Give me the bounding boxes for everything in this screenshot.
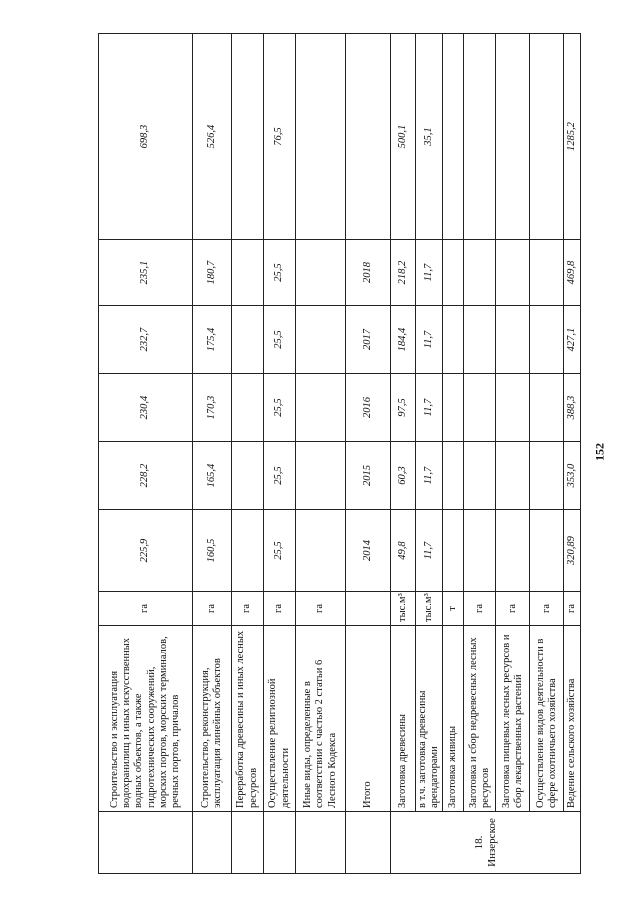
value-total <box>232 34 264 240</box>
unit-cell <box>346 592 391 626</box>
value-2018 <box>530 240 564 306</box>
value-2015: 228,2 <box>99 442 193 510</box>
forest-use-table-wrapper <box>98 34 578 874</box>
unit-cell: га <box>464 592 496 626</box>
value-total <box>464 34 496 240</box>
forest-use-table <box>98 33 581 874</box>
value-2014 <box>232 510 264 592</box>
table-row <box>99 34 193 874</box>
value-2014: 320,89 <box>564 510 581 592</box>
value-2014: 225,9 <box>99 510 193 592</box>
value-2014 <box>530 510 564 592</box>
value-2016: 170,3 <box>193 374 232 442</box>
table-row <box>346 34 391 874</box>
table-row <box>464 34 496 874</box>
value-2018 <box>496 240 530 306</box>
value-2017: 25,5 <box>264 306 296 374</box>
value-2014 <box>464 510 496 592</box>
activity-name: Осуществление видов деятельности в сфере охотничьего хозяйства <box>530 626 564 812</box>
unit-cell: га <box>99 592 193 626</box>
table-row <box>391 34 416 874</box>
value-2018: 180,7 <box>193 240 232 306</box>
region-cell-empty <box>296 812 346 874</box>
value-total: 698,3 <box>99 34 193 240</box>
value-total <box>530 34 564 240</box>
value-2015 <box>464 442 496 510</box>
value-2015 <box>232 442 264 510</box>
value-2015 <box>496 442 530 510</box>
value-2016 <box>530 374 564 442</box>
value-2017 <box>464 306 496 374</box>
value-2016: 388,3 <box>564 374 581 442</box>
value-total: 1285,2 <box>564 34 581 240</box>
page-number: 152 <box>592 443 607 461</box>
value-2015: 11,7 <box>416 442 443 510</box>
year-2016: 2016 <box>346 374 391 442</box>
value-2015 <box>443 442 464 510</box>
activity-name: Заготовка живицы <box>443 626 464 812</box>
value-total: 526,4 <box>193 34 232 240</box>
value-2016 <box>496 374 530 442</box>
table-row <box>264 34 296 874</box>
value-2017 <box>443 306 464 374</box>
value-total: 500,1 <box>391 34 416 240</box>
unit-cell: т <box>443 592 464 626</box>
value-2016 <box>296 374 346 442</box>
unit-cell: га <box>264 592 296 626</box>
value-2014: 25,5 <box>264 510 296 592</box>
total-label: Итого <box>346 626 391 812</box>
activity-name: Заготовка древесины <box>391 626 416 812</box>
activity-name: Строительство, реконструкция, эксплуатация линейных объектов <box>193 626 232 812</box>
unit-cell: тыс.м³ <box>391 592 416 626</box>
value-total: 35,1 <box>416 34 443 240</box>
value-2015: 60,3 <box>391 442 416 510</box>
value-2018: 25,5 <box>264 240 296 306</box>
value-total: 76,5 <box>264 34 296 240</box>
value-2015: 353,0 <box>564 442 581 510</box>
value-2017: 175,4 <box>193 306 232 374</box>
unit-cell: га <box>530 592 564 626</box>
table-row <box>416 34 443 874</box>
table-row <box>564 34 581 874</box>
value-2014: 49,8 <box>391 510 416 592</box>
value-2015 <box>296 442 346 510</box>
value-2016: 97,5 <box>391 374 416 442</box>
value-2018 <box>443 240 464 306</box>
unit-cell: га <box>496 592 530 626</box>
value-2018 <box>464 240 496 306</box>
value-2017: 184,4 <box>391 306 416 374</box>
value-total <box>296 34 346 240</box>
unit-cell: га <box>232 592 264 626</box>
value-2016: 230,4 <box>99 374 193 442</box>
region-cell-empty <box>232 812 264 874</box>
year-2015: 2015 <box>346 442 391 510</box>
region-cell-empty <box>193 812 232 874</box>
value-2017: 11,7 <box>416 306 443 374</box>
region-label: 18. Инзерское <box>472 818 498 867</box>
activity-name: Строительство и эксплуатация водохранилищ и иных искусственных водных объектов, а также гидротехнических сооружений, морских портов, морских терминалов, речных портов, причалов <box>99 626 193 812</box>
activity-name: Заготовка и сбор недревесных лесных ресурсов <box>464 626 496 812</box>
unit-cell: тыс.м³ <box>416 592 443 626</box>
value-2014: 160,5 <box>193 510 232 592</box>
year-2018: 2018 <box>346 240 391 306</box>
region-cell-empty <box>264 812 296 874</box>
value-2017 <box>296 306 346 374</box>
value-2016 <box>464 374 496 442</box>
table-row <box>193 34 232 874</box>
value-2018 <box>296 240 346 306</box>
year-2017: 2017 <box>346 306 391 374</box>
value-2018: 11,7 <box>416 240 443 306</box>
unit-cell: га <box>193 592 232 626</box>
activity-name: в т.ч. заготовка древесины арендаторами <box>416 626 443 812</box>
table-row <box>296 34 346 874</box>
value-2014 <box>496 510 530 592</box>
value-2014: 11,7 <box>416 510 443 592</box>
value-2015: 25,5 <box>264 442 296 510</box>
value-2017 <box>530 306 564 374</box>
value-total <box>496 34 530 240</box>
value-2017 <box>232 306 264 374</box>
activity-name: Осуществление религиозной деятельности <box>264 626 296 812</box>
unit-cell: га <box>564 592 581 626</box>
value-2016: 25,5 <box>264 374 296 442</box>
value-2015: 165,4 <box>193 442 232 510</box>
value-2018: 469,8 <box>564 240 581 306</box>
value-2017 <box>496 306 530 374</box>
value-2014 <box>443 510 464 592</box>
value-total <box>346 34 391 240</box>
activity-name: Заготовка пищевых лесных ресурсов и сбор лекарственных растений <box>496 626 530 812</box>
year-2014: 2014 <box>346 510 391 592</box>
table-row <box>443 34 464 874</box>
region-name <box>391 812 581 874</box>
value-2016 <box>232 374 264 442</box>
activity-name: Переработка древесины и иных лесных ресурсов <box>232 626 264 812</box>
value-total <box>443 34 464 240</box>
value-2017: 232,7 <box>99 306 193 374</box>
table-row <box>496 34 530 874</box>
value-2018 <box>232 240 264 306</box>
value-2018: 235,1 <box>99 240 193 306</box>
value-2017: 427,1 <box>564 306 581 374</box>
unit-cell: га <box>296 592 346 626</box>
value-2016: 11,7 <box>416 374 443 442</box>
table-row <box>232 34 264 874</box>
value-2014 <box>296 510 346 592</box>
region-cell-empty <box>346 812 391 874</box>
value-2016 <box>443 374 464 442</box>
region-cell-empty <box>99 812 193 874</box>
value-2018: 218,2 <box>391 240 416 306</box>
activity-name: Ведение сельского хозяйства <box>564 626 581 812</box>
value-2015 <box>530 442 564 510</box>
table-row <box>530 34 564 874</box>
activity-name: Иные виды, определенные в соответствии с частью 2 статьи 6 Лесного Кодекса <box>296 626 346 812</box>
